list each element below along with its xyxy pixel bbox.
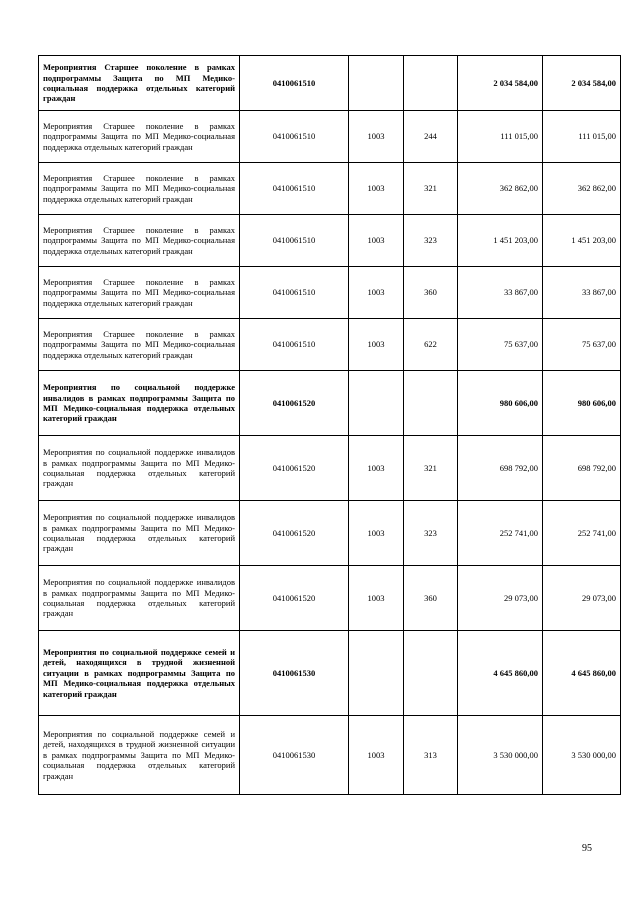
- row-name-cell: Мероприятия по социальной поддержке инвалидов в рамках подпрограммы Защита по МП Медико-социальная поддержка отдельных категорий граждан: [39, 566, 240, 631]
- row-expense-type-cell: 360: [404, 267, 458, 319]
- table-row: [39, 716, 621, 795]
- row-amount-approved-cell: 3 530 000,00: [543, 716, 621, 795]
- row-section-cell: [349, 56, 404, 111]
- row-amount-approved-cell: 980 606,00: [543, 371, 621, 436]
- row-section-cell: 1003: [349, 163, 404, 215]
- row-code-cell: 0410061510: [240, 319, 349, 371]
- row-amount-approved-cell: 698 792,00: [543, 436, 621, 501]
- row-section-cell: [349, 631, 404, 716]
- row-expense-type-cell: 321: [404, 163, 458, 215]
- table-row: [39, 267, 621, 319]
- row-expense-type-cell: 321: [404, 436, 458, 501]
- table-row: [39, 319, 621, 371]
- row-name-cell: Мероприятия Старшее поколение в рамках подпрограммы Защита по МП Медико-социальная поддержка отдельных категорий граждан: [39, 163, 240, 215]
- page-number: 95: [582, 843, 592, 854]
- row-amount-approved-cell: 33 867,00: [543, 267, 621, 319]
- table-row: [39, 436, 621, 501]
- row-expense-type-cell: 313: [404, 716, 458, 795]
- row-code-cell: 0410061520: [240, 566, 349, 631]
- row-code-cell: 0410061520: [240, 371, 349, 436]
- table-row: [39, 501, 621, 566]
- row-code-cell: 0410061520: [240, 436, 349, 501]
- row-name-cell: Мероприятия Старшее поколение в рамках подпрограммы Защита по МП Медико-социальная поддержка отдельных категорий граждан: [39, 215, 240, 267]
- row-code-cell: 0410061510: [240, 56, 349, 111]
- table-row: [39, 371, 621, 436]
- row-section-cell: [349, 371, 404, 436]
- table-row: [39, 56, 621, 111]
- row-expense-type-cell: 360: [404, 566, 458, 631]
- row-amount-cell: 111 015,00: [458, 111, 543, 163]
- row-amount-cell: 2 034 584,00: [458, 56, 543, 111]
- row-amount-approved-cell: 29 073,00: [543, 566, 621, 631]
- row-code-cell: 0410061520: [240, 501, 349, 566]
- row-expense-type-cell: 323: [404, 215, 458, 267]
- row-name-cell: Мероприятия по социальной поддержке инвалидов в рамках подпрограммы Защита по МП Медико-социальная поддержка отдельных категорий граждан: [39, 501, 240, 566]
- budget-table: [38, 55, 621, 795]
- row-name-cell: Мероприятия Старшее поколение в рамках подпрограммы Защита по МП Медико-социальная поддержка отдельных категорий граждан: [39, 267, 240, 319]
- row-amount-cell: 33 867,00: [458, 267, 543, 319]
- row-amount-approved-cell: 1 451 203,00: [543, 215, 621, 267]
- row-amount-approved-cell: 252 741,00: [543, 501, 621, 566]
- row-amount-approved-cell: 2 034 584,00: [543, 56, 621, 111]
- row-amount-cell: 252 741,00: [458, 501, 543, 566]
- row-name-cell: Мероприятия по социальной поддержке семей и детей, находящихся в трудной жизненной ситуации в рамках подпрограммы Защита по МП Медико-социальная поддержка отдельных категорий граждан: [39, 716, 240, 795]
- row-expense-type-cell: 244: [404, 111, 458, 163]
- row-section-cell: 1003: [349, 566, 404, 631]
- row-name-cell: Мероприятия Старшее поколение в рамках подпрограммы Защита по МП Медико-социальная поддержка отдельных категорий граждан: [39, 319, 240, 371]
- row-section-cell: 1003: [349, 267, 404, 319]
- row-amount-cell: 29 073,00: [458, 566, 543, 631]
- row-code-cell: 0410061510: [240, 163, 349, 215]
- row-amount-cell: 75 637,00: [458, 319, 543, 371]
- row-code-cell: 0410061530: [240, 631, 349, 716]
- row-amount-approved-cell: 4 645 860,00: [543, 631, 621, 716]
- row-section-cell: 1003: [349, 436, 404, 501]
- row-section-cell: 1003: [349, 111, 404, 163]
- row-expense-type-cell: [404, 56, 458, 111]
- row-code-cell: 0410061510: [240, 215, 349, 267]
- row-code-cell: 0410061530: [240, 716, 349, 795]
- row-amount-approved-cell: 111 015,00: [543, 111, 621, 163]
- table-row: [39, 566, 621, 631]
- row-amount-cell: 362 862,00: [458, 163, 543, 215]
- table-row: [39, 163, 621, 215]
- table-row: [39, 631, 621, 716]
- row-amount-cell: 4 645 860,00: [458, 631, 543, 716]
- row-code-cell: 0410061510: [240, 267, 349, 319]
- row-amount-cell: 698 792,00: [458, 436, 543, 501]
- row-section-cell: 1003: [349, 716, 404, 795]
- row-section-cell: 1003: [349, 501, 404, 566]
- row-name-cell: Мероприятия Старшее поколение в рамках подпрограммы Защита по МП Медико-социальная поддержка отдельных категорий граждан: [39, 56, 240, 111]
- row-name-cell: Мероприятия по социальной поддержке инвалидов в рамках подпрограммы Защита по МП Медико-социальная поддержка отдельных категорий граждан: [39, 371, 240, 436]
- row-expense-type-cell: 323: [404, 501, 458, 566]
- row-name-cell: Мероприятия Старшее поколение в рамках подпрограммы Защита по МП Медико-социальная поддержка отдельных категорий граждан: [39, 111, 240, 163]
- budget-table-body: [39, 56, 621, 795]
- row-code-cell: 0410061510: [240, 111, 349, 163]
- row-expense-type-cell: 622: [404, 319, 458, 371]
- row-amount-approved-cell: 362 862,00: [543, 163, 621, 215]
- row-expense-type-cell: [404, 371, 458, 436]
- row-amount-cell: 3 530 000,00: [458, 716, 543, 795]
- row-section-cell: 1003: [349, 319, 404, 371]
- table-row: [39, 111, 621, 163]
- row-amount-cell: 1 451 203,00: [458, 215, 543, 267]
- row-amount-approved-cell: 75 637,00: [543, 319, 621, 371]
- row-name-cell: Мероприятия по социальной поддержке инвалидов в рамках подпрограммы Защита по МП Медико-социальная поддержка отдельных категорий граждан: [39, 436, 240, 501]
- row-amount-cell: 980 606,00: [458, 371, 543, 436]
- table-row: [39, 215, 621, 267]
- row-expense-type-cell: [404, 631, 458, 716]
- row-section-cell: 1003: [349, 215, 404, 267]
- row-name-cell: Мероприятия по социальной поддержке семей и детей, находящихся в трудной жизненной ситуации в рамках подпрограммы Защита по МП Медико-социальная поддержка отдельных категорий граждан: [39, 631, 240, 716]
